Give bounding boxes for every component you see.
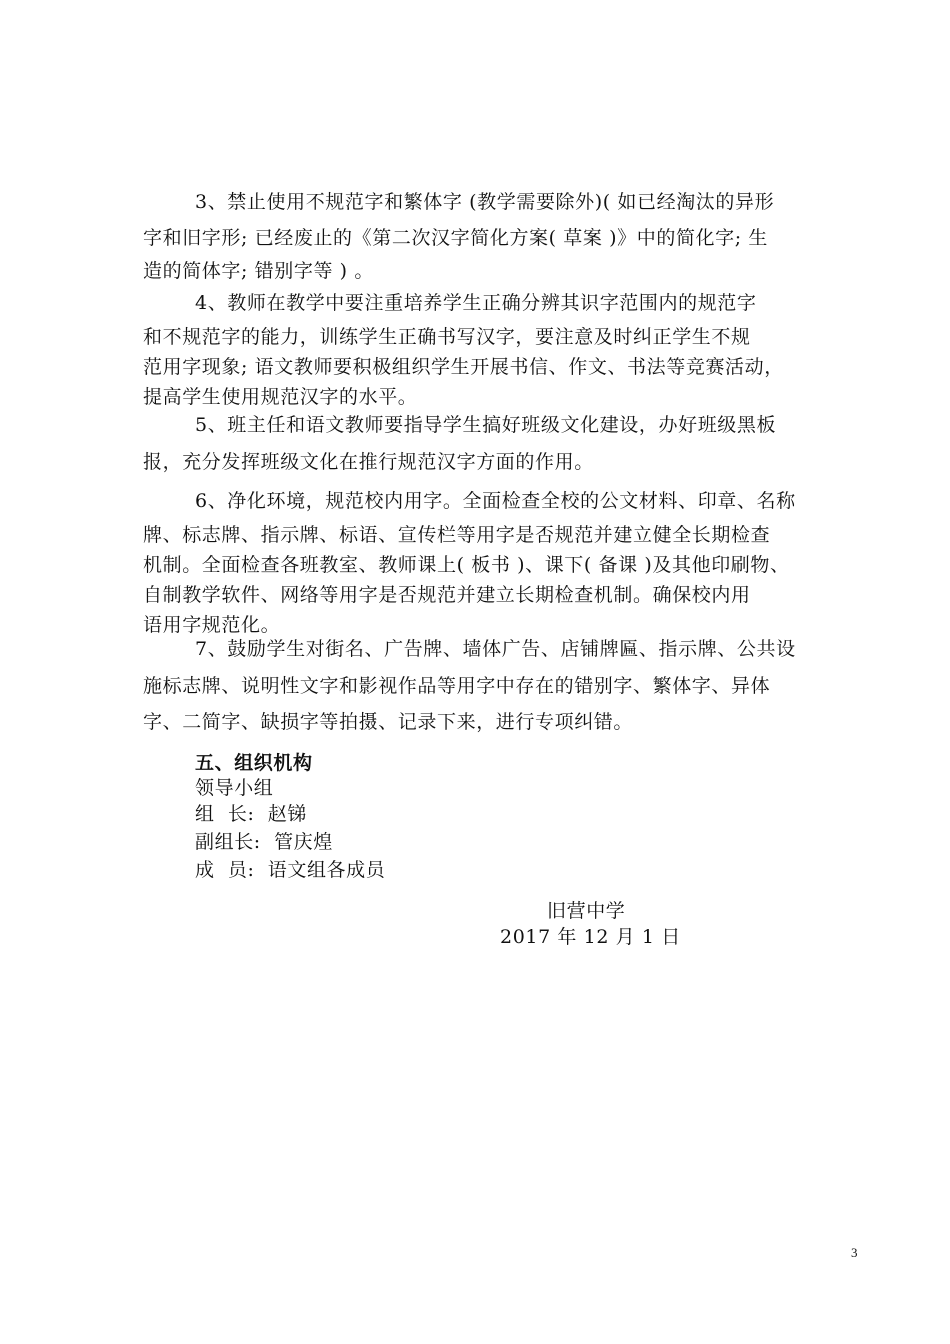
text-line: 7、鼓励学生对街名、广告牌、墙体广告、店铺牌匾、指示牌、公共设	[195, 638, 796, 660]
org-members: 成 员: 语文组各成员	[195, 859, 386, 881]
text-line: 报，充分发挥班级文化在推行规范汉字方面的作用。	[143, 451, 594, 473]
text-line: 字和旧字形; 已经废止的《第二次汉字简化方案( 草案 )》中的简化字; 生	[143, 227, 768, 249]
text-line: 范用字现象; 语文教师要积极组织学生开展书信、作文、书法等竞赛活动，	[143, 356, 784, 378]
organization-list	[195, 776, 385, 884]
text-line: 和不规范字的能力，训练学生正确书写汉字，要注意及时纠正学生不规	[143, 326, 751, 348]
org-group-title: 领导小组	[195, 777, 274, 799]
text-line: 造的简体字; 错别字等 ) 。	[143, 260, 374, 282]
text-line: 自制教学软件、网络等用字是否规范并建立长期检查机制。确保校内用	[143, 584, 751, 606]
text-line: 3、禁止使用不规范字和繁体字 (教学需要除外)( 如已经淘汰的异形	[195, 191, 775, 213]
paragraph-item-7	[143, 630, 843, 740]
signature-organization: 旧营中学	[547, 900, 626, 922]
text-line: 语用字规范化。	[143, 614, 281, 636]
signature-date: 2017 年 12 月 1 日	[500, 926, 681, 948]
org-deputy-leader: 副组长: 管庆煌	[195, 831, 333, 853]
text-line: 机制。全面检查各班教室、教师课上( 板书 )、课下( 备课 )及其他印刷物、	[143, 554, 790, 576]
paragraph-item-5	[143, 406, 843, 480]
page-number: 3	[851, 1245, 858, 1260]
text-line: 提高学生使用规范汉字的水平。	[143, 386, 418, 408]
text-line: 6、净化环境，规范校内用字。全面检查全校的公文材料、印章、名称	[195, 490, 796, 512]
paragraph-item-6	[143, 482, 843, 640]
section-heading: 五、组织机构	[195, 752, 313, 774]
text-line: 施标志牌、说明性文字和影视作品等用字中存在的错别字、繁体字、异体	[143, 675, 771, 697]
text-line: 牌、标志牌、指示牌、标语、宣传栏等用字是否规范并建立健全长期检查	[143, 524, 771, 546]
org-leader: 组 长: 赵锑	[195, 803, 307, 825]
paragraph-item-4	[143, 284, 843, 412]
text-line: 5、班主任和语文教师要指导学生搞好班级文化建设，办好班级黑板	[195, 414, 777, 436]
paragraph-item-3	[143, 184, 843, 286]
text-line: 字、二简字、缺损字等拍摄、记录下来，进行专项纠错。	[143, 711, 634, 733]
text-line: 4、教师在教学中要注重培养学生正确分辨其识字范围内的规范字	[195, 292, 757, 314]
